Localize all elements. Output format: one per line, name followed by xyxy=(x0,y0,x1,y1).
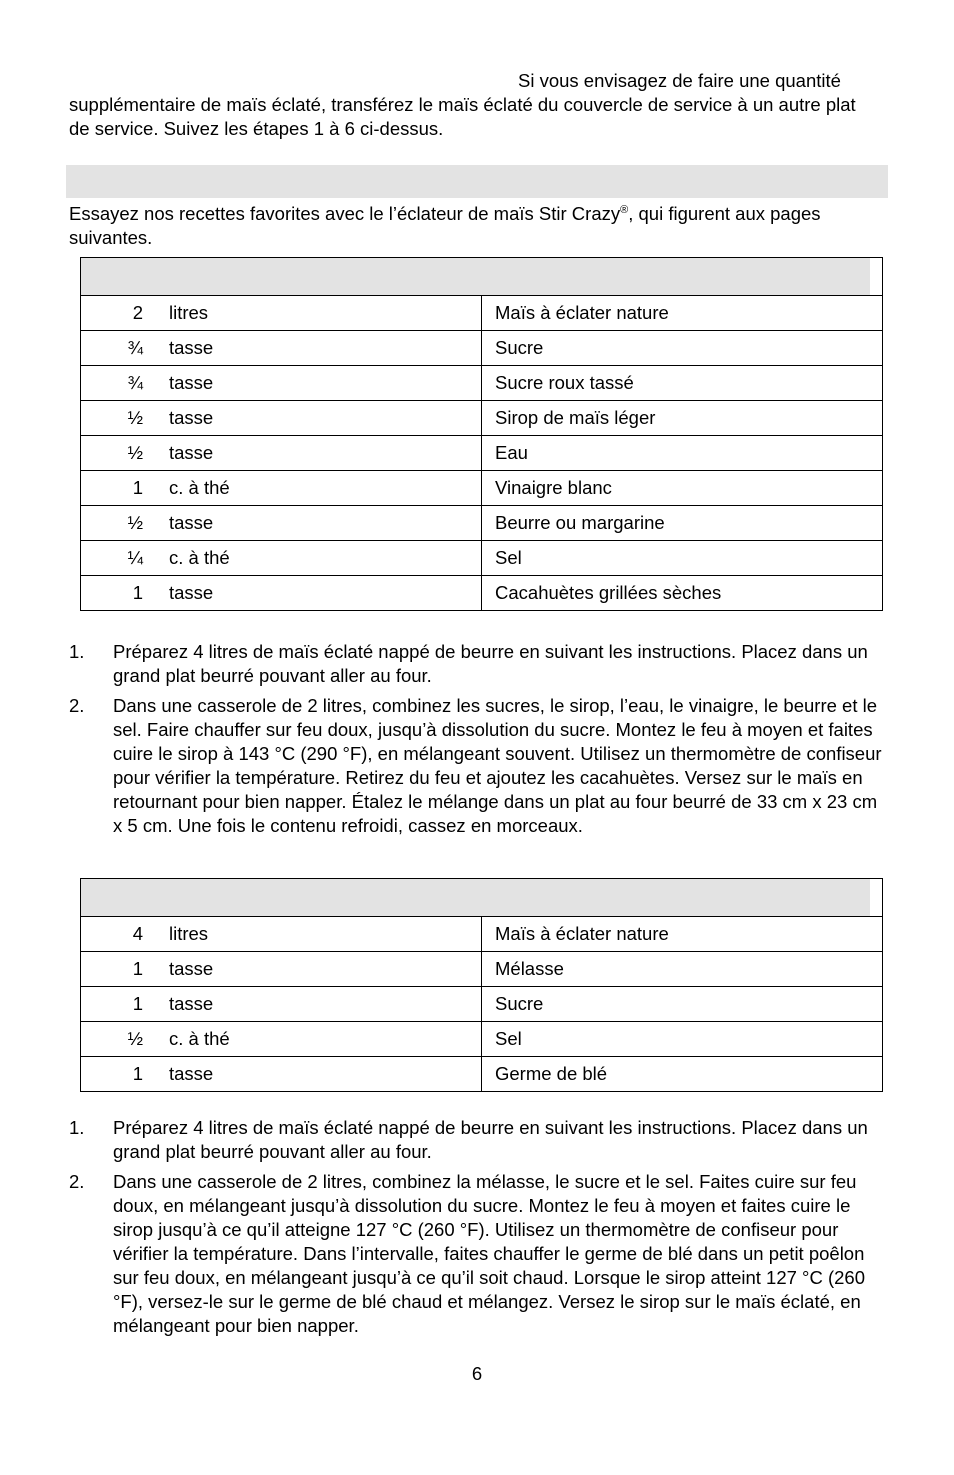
ingredient-name: Sirop de maïs léger xyxy=(482,401,883,436)
section-heading-bar xyxy=(66,165,888,198)
ingredient-name: Sucre xyxy=(482,331,883,366)
ingredient-unit: c. à thé xyxy=(169,1028,230,1049)
step-number: 1. xyxy=(69,1117,85,1138)
ingredient-quantity-cell xyxy=(81,506,482,541)
ingredient-unit: tasse xyxy=(169,442,214,463)
ingredient-unit: litres xyxy=(169,923,209,944)
intro-paragraph xyxy=(69,69,881,141)
step-item xyxy=(69,1170,884,1338)
ingredient-row xyxy=(81,1057,883,1092)
step-number: 2. xyxy=(69,695,85,716)
ingredient-row xyxy=(81,436,883,471)
ingredient-unit: tasse xyxy=(169,512,214,533)
ingredient-quantity: ½ xyxy=(127,442,143,463)
ingredient-name: Mélasse xyxy=(482,952,883,987)
ingredient-row xyxy=(81,366,883,401)
ingredient-unit: tasse xyxy=(169,372,214,393)
ingredient-quantity-cell xyxy=(81,952,482,987)
ingredient-row xyxy=(81,541,883,576)
ingredient-quantity: 4 xyxy=(132,923,143,944)
ingredient-name: Sel xyxy=(482,541,883,576)
ingredient-row xyxy=(81,987,883,1022)
recipes-intro-paragraph xyxy=(69,202,881,250)
ingredient-name: Eau xyxy=(482,436,883,471)
ingredient-row xyxy=(81,331,883,366)
ingredient-unit: tasse xyxy=(169,582,214,603)
ingredient-quantity: 1 xyxy=(132,958,143,979)
recipe-1-title-cell xyxy=(81,258,883,296)
ingredient-unit: tasse xyxy=(169,407,214,428)
ingredient-row xyxy=(81,471,883,506)
ingredient-row xyxy=(81,576,883,611)
ingredient-quantity-cell xyxy=(81,576,482,611)
registered-mark: ® xyxy=(620,203,629,216)
ingredient-quantity: ½ xyxy=(127,1028,143,1049)
recipe-1-ingredient-rows xyxy=(81,296,883,611)
ingredient-name: Cacahuètes grillées sèches xyxy=(482,576,883,611)
step-number: 1. xyxy=(69,641,85,662)
recipe-2-title-shade xyxy=(81,879,870,916)
ingredient-row xyxy=(81,952,883,987)
ingredient-name: Beurre ou margarine xyxy=(482,506,883,541)
ingredient-unit: tasse xyxy=(169,337,214,358)
ingredient-name: Sucre xyxy=(482,987,883,1022)
ingredient-quantity: 1 xyxy=(132,477,143,498)
ingredient-quantity: 2 xyxy=(132,302,143,323)
ingredient-unit: c. à thé xyxy=(169,477,230,498)
ingredient-row xyxy=(81,1022,883,1057)
recipe-2-title-row xyxy=(81,879,883,917)
recipe-2-title-cell xyxy=(81,879,883,917)
ingredient-quantity: ¾ xyxy=(127,372,143,393)
ingredient-quantity-cell xyxy=(81,296,482,331)
ingredient-quantity-cell xyxy=(81,331,482,366)
ingredient-quantity-cell xyxy=(81,917,482,952)
ingredient-quantity-cell xyxy=(81,541,482,576)
ingredient-quantity: 1 xyxy=(132,582,143,603)
ingredient-quantity-cell xyxy=(81,366,482,401)
ingredient-row xyxy=(81,401,883,436)
ingredient-quantity: ¼ xyxy=(127,547,143,568)
step-text: Préparez 4 litres de maïs éclaté nappé de beurre en suivant les instructions. Placez dans un grand plat beurré pouvant aller au four. xyxy=(113,641,868,686)
recipe-1-ingredients-table xyxy=(80,257,883,611)
ingredient-quantity: ¾ xyxy=(127,337,143,358)
ingredient-quantity-cell xyxy=(81,436,482,471)
ingredient-name: Germe de blé xyxy=(482,1057,883,1092)
ingredient-quantity-cell xyxy=(81,401,482,436)
recipe-2-steps xyxy=(69,1116,884,1344)
page-number: 6 xyxy=(471,1363,483,1384)
ingredient-unit: c. à thé xyxy=(169,547,230,568)
step-item xyxy=(69,640,884,688)
recipe-2-ingredients-table xyxy=(80,878,883,1092)
ingredient-unit: tasse xyxy=(169,958,214,979)
recipe-1-title-shade xyxy=(81,258,870,295)
ingredient-name: Vinaigre blanc xyxy=(482,471,883,506)
recipe-1-steps xyxy=(69,640,884,844)
intro-line-1: Si vous envisagez de faire une quantité xyxy=(518,70,841,91)
recipes-intro-text-end: , qui figurent aux pages suivantes. xyxy=(69,203,821,248)
ingredient-row xyxy=(81,917,883,952)
ingredient-quantity: 1 xyxy=(132,993,143,1014)
ingredient-row xyxy=(81,506,883,541)
ingredient-unit: tasse xyxy=(169,993,214,1014)
ingredient-quantity-cell xyxy=(81,1022,482,1057)
recipes-intro-text: Essayez nos recettes favorites avec le l’éclateur de maïs Stir Crazy xyxy=(69,203,621,224)
ingredient-quantity-cell xyxy=(81,1057,482,1092)
step-text: Dans une casserole de 2 litres, combinez les sucres, le sirop, l’eau, le vinaigre, le beurre et le sel. Faire chauffer sur feu doux, jusqu’à dissolution du sucre. Montez le feu à moyen et faites cuire le sirop à 143 °C (290 °F), en mélangeant souvent. Utilisez un thermomètre de confiseur pour vérifier la température. Retirez du feu et ajoutez les cacahuètes. Versez sur le maïs en retournant pour bien napper. Étalez le mélange dans un plat au four beurré de 33 cm x 23 cm x 5 cm. Une fois le contenu refroidi, cassez en morceaux. xyxy=(113,695,882,836)
ingredient-quantity: 1 xyxy=(132,1063,143,1084)
step-item xyxy=(69,1116,884,1164)
ingredient-name: Maïs à éclater nature xyxy=(482,296,883,331)
step-number: 2. xyxy=(69,1171,85,1192)
ingredient-quantity: ½ xyxy=(127,512,143,533)
ingredient-row xyxy=(81,296,883,331)
step-text: Dans une casserole de 2 litres, combinez la mélasse, le sucre et le sel. Faites cuire sur feu doux, en mélangeant jusqu’à dissolution du sucre. Montez le feu à moyen et faites cuire le sirop jusqu’à ce qu’il atteigne 127 °C (260 °F). Utilisez un thermomètre de confiseur pour vérifier la température. Dans l’intervalle, faites chauffer le germe de blé dans un petit poêlon sur feu doux, en mélangeant jusqu’à ce qu’il soit chaud. Lorsque le sirop atteint 127 °C (260 °F), versez-le sur le germe de blé chaud et mélangez. Versez le sirop sur le maïs éclaté, en mélangeant pour bien napper. xyxy=(113,1171,865,1336)
recipe-2-ingredient-rows xyxy=(81,917,883,1092)
intro-line-rest: supplémentaire de maïs éclaté, transférez le maïs éclaté du couvercle de service à un autre plat de service. Suivez les étapes 1 à 6 ci-dessus. xyxy=(69,94,856,139)
ingredient-quantity: ½ xyxy=(127,407,143,428)
ingredient-quantity-cell xyxy=(81,471,482,506)
ingredient-unit: tasse xyxy=(169,1063,214,1084)
ingredient-name: Sucre roux tassé xyxy=(482,366,883,401)
ingredient-name: Sel xyxy=(482,1022,883,1057)
ingredient-unit: litres xyxy=(169,302,209,323)
recipe-1-title-row xyxy=(81,258,883,296)
ingredient-name: Maïs à éclater nature xyxy=(482,917,883,952)
ingredient-quantity-cell xyxy=(81,987,482,1022)
step-text: Préparez 4 litres de maïs éclaté nappé de beurre en suivant les instructions. Placez dans un grand plat beurré pouvant aller au four. xyxy=(113,1117,868,1162)
step-item xyxy=(69,694,884,838)
